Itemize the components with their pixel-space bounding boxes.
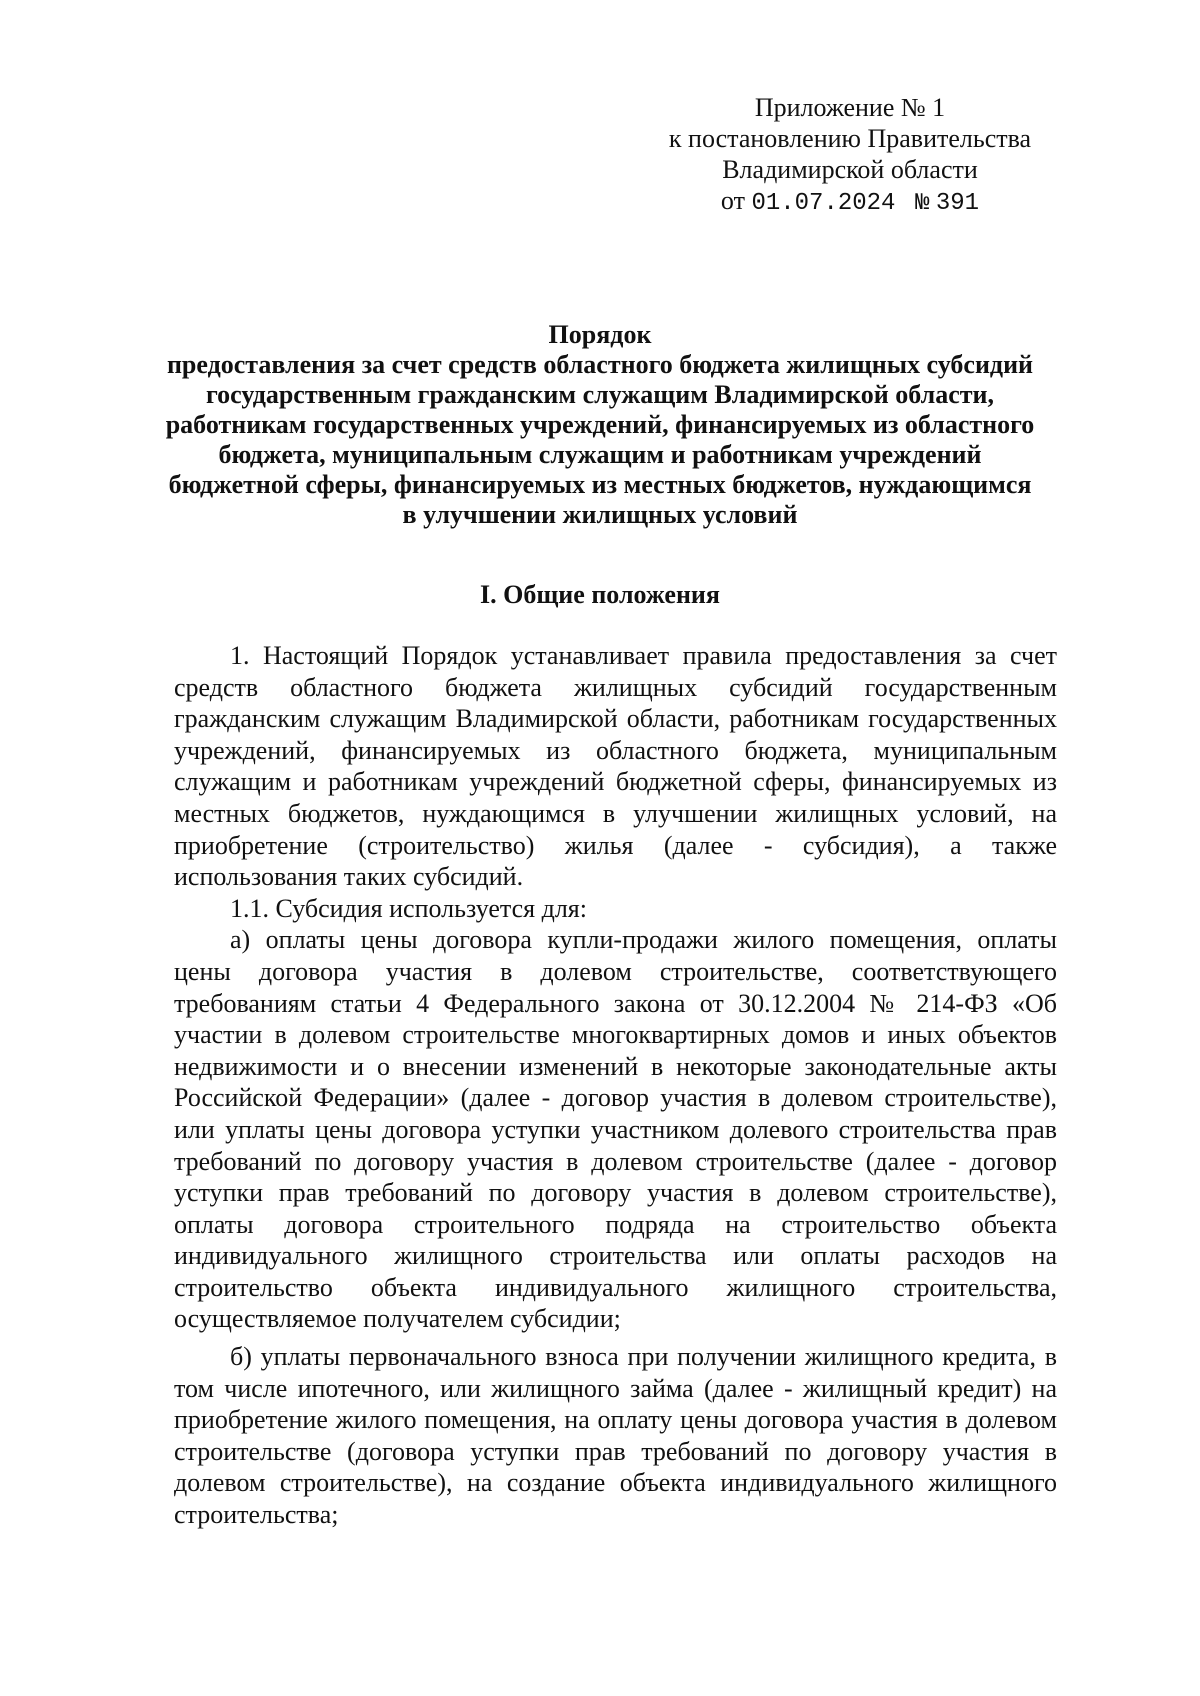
title-heading: Порядок — [548, 320, 652, 349]
resolution-number: 391 — [935, 190, 980, 217]
resolution-date: 01.07.2024 — [751, 190, 896, 217]
paragraph-1-1: 1.1. Субсидия используется для: — [230, 893, 587, 923]
appendix-date-line — [640, 185, 1060, 219]
paragraph-b: б) уплаты первоначального взноса при получении жилищного кредита, в том числе ипотечного, или жилищного займа (далее - жилищный кредит) на приобретение жилого помещения, на оплату цены договора участия в долевом строительстве (договора уступки прав требований по договору участия в долевом строительстве), на создание объекта индивидуального жилищного строительства; — [174, 1342, 1057, 1530]
title-line: предоставления за счет средств областного бюджета жилищных субсидий — [166, 350, 1034, 379]
appendix-resolution-ref: к постановлению Правительства — [668, 124, 1032, 153]
document-title — [150, 320, 1050, 530]
document-body — [174, 640, 1057, 1531]
title-line: в улучшении жилищных условий — [402, 500, 798, 529]
paragraph-a: а) оплаты цены договора купли-продажи жилого помещения, оплаты цены договора участия в долевом строительстве, соответствующего требованиям статьи 4 Федерального закона от 30.12.2004 № 214-ФЗ «Об участии в долевом строительстве многоквартирных домов и иных объектов недвижимости и о внесении изменений в некоторые законодательные акты Российской Федерации» (далее - договор участия в долевом строительстве), или уплаты цены договора уступки участником долевого строительства прав требований по договору участия в долевом строительстве (далее - договор уступки прав требований по договору участия в долевом строительстве), оплаты договора строительного подряда на строительство объекта индивидуального жилищного строительства или оплаты расходов на строительство объекта индивидуального жилищного строительства, осуществляемое получателем субсидии; — [174, 925, 1057, 1334]
appendix-region: Владимирской области — [722, 155, 978, 184]
title-line: работникам государственных учреждений, финансируемых из областного — [165, 410, 1035, 439]
title-line: государственным гражданским служащим Владимирской области, — [205, 380, 995, 409]
paragraph-1: 1. Настоящий Порядок устанавливает правила предоставления за счет средств областного бюджета жилищных субсидий государственным гражданским служащим Владимирской области, работникам государственных учреждений, финансируемых из областного бюджета, муниципальным служащим и работникам учреждений бюджетной сферы, финансируемых из местных бюджетов, нуждающимся в улучшении жилищных условий, на приобретение (строительство) жилья (далее - субсидия), а также использования таких субсидий. — [174, 641, 1057, 892]
appendix-title: Приложение № 1 — [754, 93, 946, 122]
number-sign: № — [914, 190, 930, 217]
date-prefix: от — [720, 186, 745, 215]
appendix-header — [640, 92, 1060, 219]
title-line: бюджета, муниципальным служащим и работникам учреждений — [218, 440, 982, 469]
section-heading: I. Общие положения — [480, 580, 720, 609]
title-line: бюджетной сферы, финансируемых из местных бюджетов, нуждающимся — [168, 470, 1032, 499]
